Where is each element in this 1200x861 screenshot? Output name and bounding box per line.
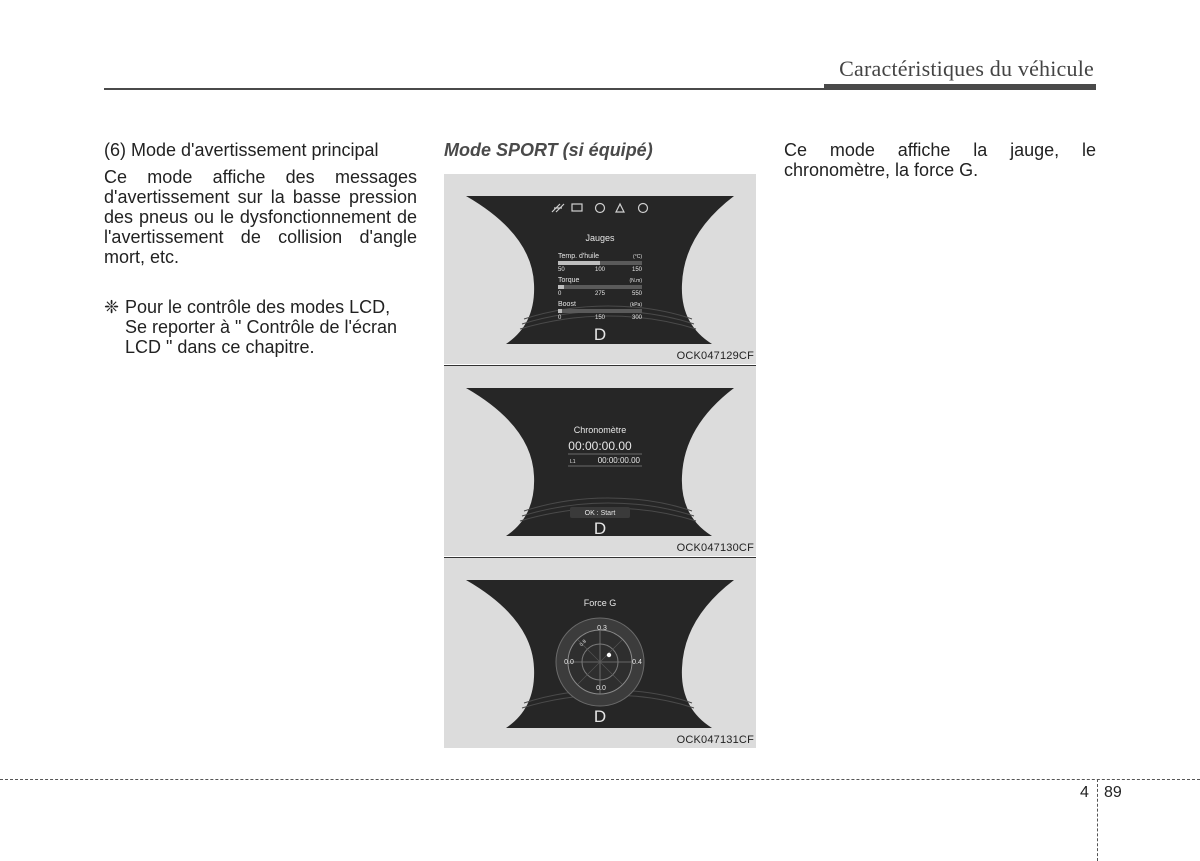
gauge-oil-label: Temp. d'huile xyxy=(558,253,600,260)
figure-gauges xyxy=(444,174,756,364)
gauge-oil-unit: (°C) xyxy=(633,254,642,260)
gauge-boost-unit: (kPa) xyxy=(630,302,642,308)
gauge-torque-unit: (N.m) xyxy=(629,278,642,284)
g-force-bottom: 0.0 xyxy=(596,685,606,692)
note xyxy=(104,297,417,357)
gauge-boost-tick: 0 xyxy=(558,315,562,321)
note-text: Pour le contrôle des modes LCD, Se reporter à " Contrôle de l'écran LCD " dans ce chapitre. xyxy=(125,297,397,357)
g-force-left: 0.0 xyxy=(564,659,574,666)
running-header-title: Caractéristiques du véhicule xyxy=(839,56,1094,81)
figure-code: OCK047130CF xyxy=(676,542,754,554)
cluster-gauges-illustration xyxy=(444,174,756,364)
left-column xyxy=(104,140,417,357)
gauge-oil-tick: 100 xyxy=(594,267,606,273)
gauge-torque-tick: 275 xyxy=(594,291,606,297)
note-symbol: ❈ xyxy=(104,297,120,317)
header-rule-accent xyxy=(824,84,1096,90)
chrono-main-time: 00:00:00.00 xyxy=(568,439,632,453)
screen-title: Chronomètre xyxy=(573,425,627,435)
gauge-torque-label: Torque xyxy=(558,277,580,284)
g-force-right: 0.4 xyxy=(632,659,642,666)
chrono-hint: OK : Start xyxy=(584,510,616,517)
g-force-marker xyxy=(607,653,611,657)
warning-mode-paragraph: Ce mode affiche des messages d'avertissement sur la basse pression des pneus ou le dysfonctionnement de l'avertissement de collision d'angle mort, etc. xyxy=(104,167,417,267)
cluster-chronometer-illustration xyxy=(444,366,756,556)
section-heading: Mode SPORT (si équipé) xyxy=(444,140,653,160)
gauge-oil-tick: 50 xyxy=(558,267,565,273)
g-force-top: 0.3 xyxy=(597,625,607,632)
figure-g-force xyxy=(444,558,756,748)
gauge-boost-tick: 150 xyxy=(594,315,606,321)
gauge-boost-tick: 300 xyxy=(631,315,642,321)
chrono-lap-time: 00:00:00.00 xyxy=(597,456,640,465)
sport-mode-paragraph: Ce mode affiche la jauge, le chronomètre, la force G. xyxy=(784,140,1096,180)
figure-code: OCK047131CF xyxy=(676,734,754,746)
footer-divider xyxy=(1097,779,1098,861)
gauge-oil-tick: 150 xyxy=(631,267,642,273)
gear-indicator: D xyxy=(593,707,607,726)
gear-indicator: D xyxy=(593,519,607,538)
page-number: 89 xyxy=(1104,784,1122,801)
middle-column xyxy=(444,140,756,746)
footer-rule xyxy=(0,779,1200,780)
figure-code: OCK047129CF xyxy=(676,350,754,362)
screen-title: Force G xyxy=(583,598,617,608)
chapter-number: 4 xyxy=(1080,784,1089,801)
gauge-boost-label: Boost xyxy=(558,301,576,308)
gauge-torque-tick: 0 xyxy=(558,291,562,297)
cluster-g-force-illustration xyxy=(444,558,756,748)
chrono-lap-label: L1 xyxy=(570,459,576,465)
figure-chronometer xyxy=(444,366,756,556)
gear-indicator: D xyxy=(593,325,607,344)
g-force-side-mark: 0.8 xyxy=(578,638,588,648)
item-heading: (6) Mode d'avertissement principal xyxy=(104,140,379,160)
gauge-torque-tick: 550 xyxy=(631,291,642,297)
screen-title: Jauges xyxy=(585,233,615,243)
